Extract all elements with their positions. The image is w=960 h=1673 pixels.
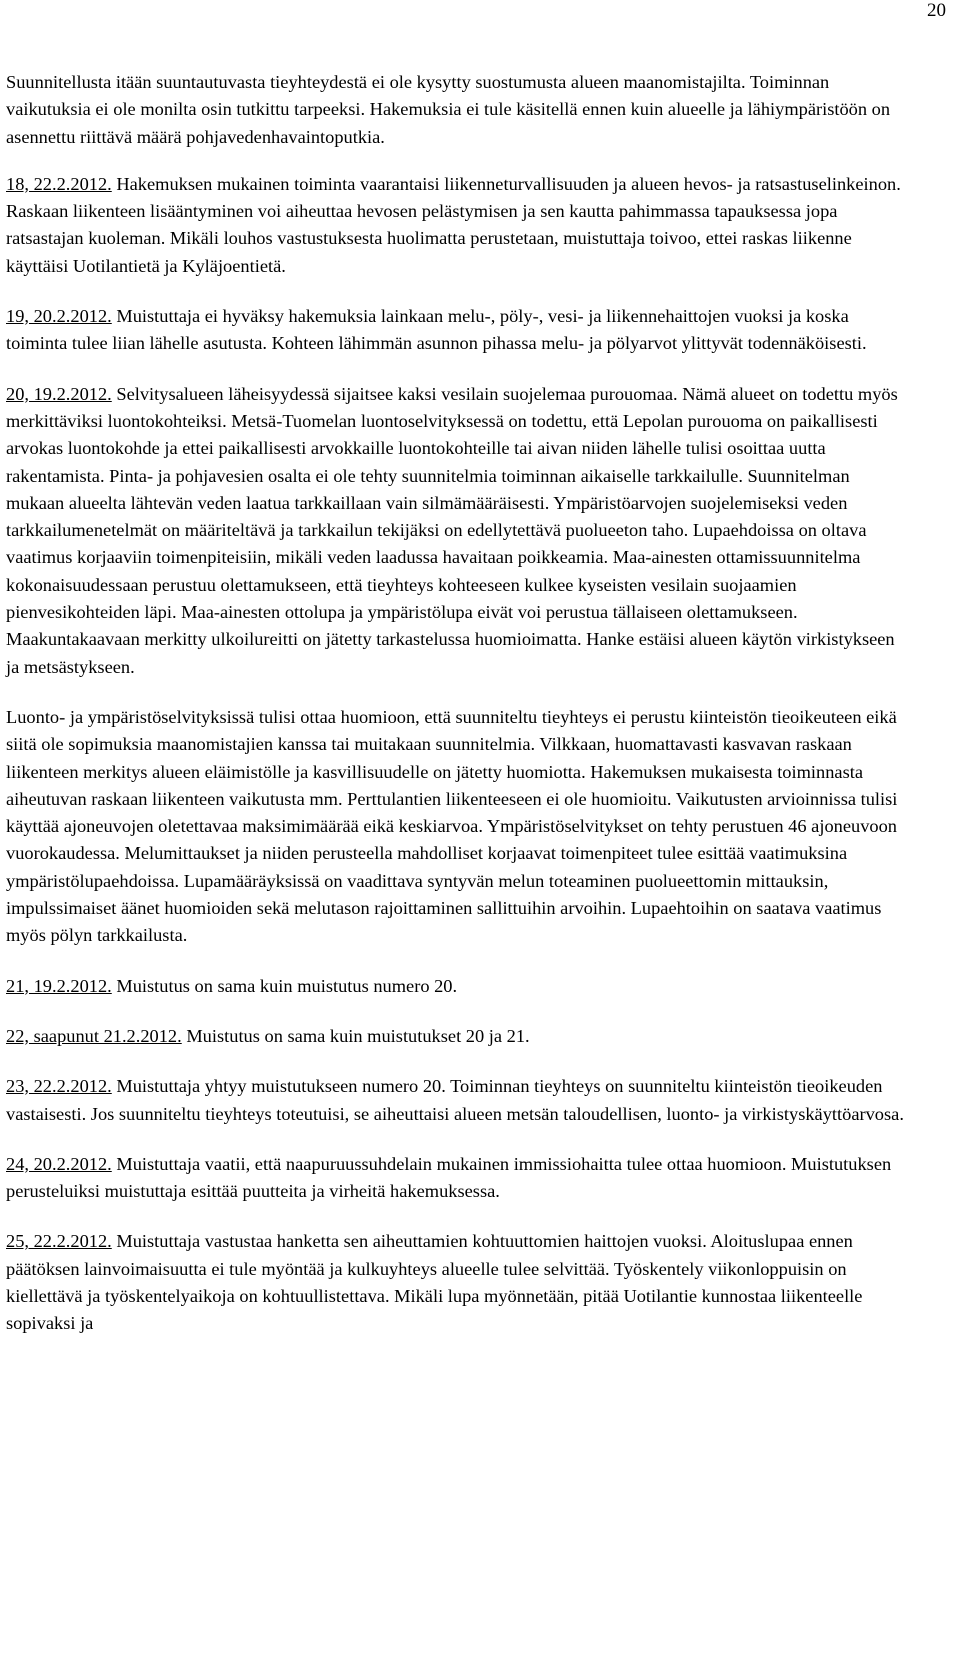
paragraph-text: Muistuttaja vaatii, että naapuruussuhdelain mukainen immissiohaitta tulee ottaa huomioon. Muistutuksen perusteluiksi muistuttaja esittää puutteita ja virheitä hakemuksessa.	[6, 1153, 892, 1202]
paragraph-text: Luonto- ja ympäristöselvityksissä tulisi ottaa huomioon, että suunniteltu tieyhteys ei perustu kiinteistön tieoikeuteen eikä siitä ole sopimuksia maanomistajien kanssa tai muitakaan suunnitelmia. Vilkkaan, huomattavasti kasvavan raskaan liikenteen merkitys alueen eläimistölle ja kasvillisuudelle on jätetty huomiotta. Hakemuksen mukaisesta toiminnasta aiheutuvan raskaan liikenteen vaikutusta mm. Perttulantien liikenteeseen ei ole huomioitu. Vaikutusten arvioinnissa tulisi käyttää ajoneuvojen oletettavaa maksimimäärää eikä keskiarvoa. Ympäristöselvitykset on tehty perustuen 46 ajoneuvoon vuorokaudessa. Melumittaukset ja niiden perusteella mahdolliset korjaavat toimenpiteet tulee esittää vaatimuksina ympäristölupaehdoissa. Lupamääräyksissä on vaadittava syntyvän melun toteaminen puolueettomin mittauksin, impulssimaiset äänet huomioiden sekä melutason rajoittaminen sallittuihin arvoihin. Lupaehtoihin on saatava vaatimus myös pölyn tarkkailusta.	[6, 706, 898, 946]
objection-number: 20,	[6, 383, 29, 404]
paragraph-objection-21	[6, 973, 906, 1000]
paragraph-objection-23	[6, 1073, 906, 1128]
objection-number: 22,	[6, 1025, 29, 1046]
paragraph-text: Muistutus on sama kuin muistutukset 20 ja 21.	[181, 1025, 530, 1046]
objection-number: 18,	[6, 173, 29, 194]
objection-date: 20.2.2012.	[29, 1153, 112, 1174]
objection-number: 23,	[6, 1076, 29, 1097]
paragraph-objection-20-continued	[6, 704, 906, 950]
page-number: 20	[927, 0, 946, 21]
paragraph-objection-20	[6, 381, 906, 681]
objection-date: 22.2.2012.	[29, 1231, 112, 1252]
objection-date: 20.2.2012.	[29, 306, 112, 327]
objection-date: 19.2.2012.	[29, 975, 112, 996]
paragraph-objection-18	[6, 171, 906, 280]
objection-number: 21,	[6, 975, 29, 996]
paragraph-intro	[6, 69, 906, 151]
paragraph-objection-24	[6, 1151, 906, 1206]
paragraph-text: Selvitysalueen läheisyydessä sijaitsee kaksi vesilain suojelemaa purouomaa. Nämä alueet on todettu myös merkittäviksi luontokohteiksi. Metsä-Tuomelan luontoselvityksessä on todettu, että Lepolan purouoma on paikallisesti arvokas luontokohde ja ettei paikallisesti arvokkaille luontokohteille tai aivan niiden lähelle tulisi osoittaa uutta rakentamista. Pinta- ja pohjavesien osalta ei ole tehty suunnitelmia toiminnan aikaiselle tarkkailulle. Suunnitelman mukaan alueelta lähtevän veden laatua tarkkaillaan vain silmämääräisesti. Ympäristöarvojen suojelemiseksi veden tarkkailumenetelmät on määriteltävä ja tarkkailun tekijäksi on edellytettävä puolueeton taho. Lupaehdoissa on oltava vaatimus korjaaviin toimenpiteisiin, mikäli veden laadussa havaitaan poikkeamia. Maa-ainesten ottamissuunnitelma kokonaisuudessaan perustuu olettamukseen, että tieyhteys kohteeseen kulkee kyseisten vesilain suojaamien pienvesikohteiden läpi. Maa-ainesten ottolupa ja ympäristölupa eivät voi perustua tällaiseen olettamukseen. Maakuntakaavaan merkitty ulkoilureitti on jätetty tarkastelussa huomioimatta. Hanke estäisi alueen käytön virkistykseen ja metsästykseen.	[6, 383, 898, 677]
objection-date: saapunut 21.2.2012.	[29, 1025, 182, 1046]
objection-number: 19,	[6, 306, 29, 327]
paragraph-text: Hakemuksen mukainen toiminta vaarantaisi liikenneturvallisuuden ja alueen hevos- ja ratsastuselinkeinon. Raskaan liikenteen lisääntyminen voi aiheuttaa hevosen pelästymisen ja sen kautta pahimmassa tapauksessa jopa ratsastajan kuoleman. Mikäli louhos vastustuksesta huolimatta perustetaan, muistuttaja toivoo, ettei raskas liikenne käyttäisi Uotilantietä ja Kyläjoentietä.	[6, 173, 901, 276]
paragraph-text: Muistuttaja yhtyy muistutukseen numero 20. Toiminnan tieyhteys on suunniteltu kiinteistön tieoikeuden vastaisesti. Jos suunniteltu tieyhteys toteutuisi, se aiheuttaisi alueen metsän taloudellisen, luonto- ja virkistyskäyttöarvosa.	[6, 1076, 904, 1124]
objection-date: 19.2.2012.	[29, 383, 112, 404]
paragraph-text: Suunnitellusta itään suuntautuvasta tieyhteydestä ei ole kysytty suostumusta alueen maanomistajilta. Toiminnan vaikutuksia ei ole monilta osin tutkittu tarpeeksi. Hakemuksia ei tule käsitellä ennen kuin alueelle ja lähiympäristöön on asennettu riittävä määrä pohjavedenhavaintoputkia.	[6, 72, 891, 147]
document-body	[6, 69, 906, 1361]
paragraph-text: Muistutus on sama kuin muistutus numero 20.	[111, 975, 458, 996]
objection-date: 22.2.2012.	[29, 173, 112, 194]
objection-number: 24,	[6, 1153, 29, 1174]
objection-number: 25,	[6, 1231, 29, 1252]
objection-date: 22.2.2012.	[29, 1076, 112, 1097]
paragraph-text: Muistuttaja ei hyväksy hakemuksia lainkaan melu-, pöly-, vesi- ja liikennehaittojen vuoksi ja koska toiminta tulee liian lähelle asutusta. Kohteen lähimmän asunnon pihassa melu- ja pölyarvot ylittyvät todennäköisesti.	[6, 306, 867, 354]
paragraph-objection-22	[6, 1023, 906, 1050]
paragraph-objection-19	[6, 303, 906, 358]
paragraph-objection-25	[6, 1228, 906, 1337]
paragraph-text: Muistuttaja vastustaa hanketta sen aiheuttamien kohtuuttomien haittojen vuoksi. Aloituslupaa ennen päätöksen lainvoimaisuutta ei tule myöntää ja kulkuyhteys alueelle tulee selvittää. Työskentely viikonloppuisin on kiellettävä ja työskentelyaikoja on kohtuullistettava. Mikäli lupa myönnetään, pitää Uotilantie kunnostaa liikenteelle sopivaksi ja	[6, 1231, 863, 1334]
